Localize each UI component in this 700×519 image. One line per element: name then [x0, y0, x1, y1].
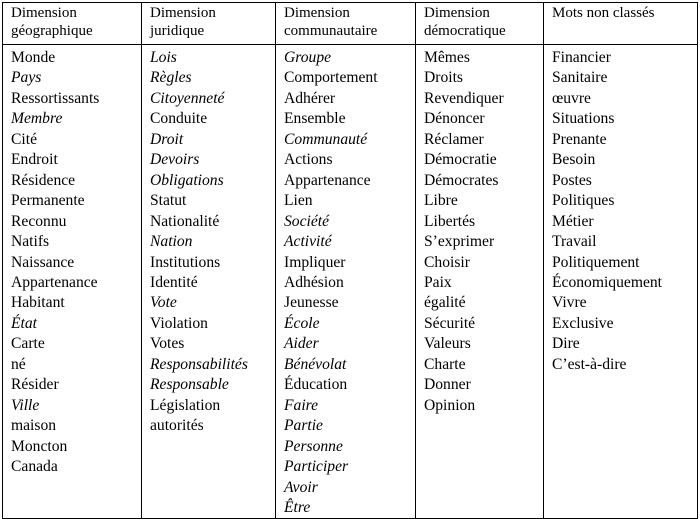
word-item: Appartenance: [11, 273, 98, 291]
word-item: Réclamer: [424, 130, 484, 148]
header-line: communautaire: [284, 23, 378, 39]
word-item: Lien: [284, 192, 313, 210]
word-item: Charte: [424, 355, 466, 373]
column-juridique: [142, 45, 276, 519]
word-item: Métier: [552, 212, 594, 230]
word-item: Financier: [552, 49, 611, 66]
header-row: [3, 3, 698, 45]
word-item: autorités: [150, 417, 204, 435]
word-item: Responsabilités: [150, 355, 248, 373]
word-item: Obligations: [150, 171, 224, 189]
word-item: Donner: [424, 376, 471, 394]
header-line: géographique: [11, 23, 93, 39]
word-item: Ville: [11, 396, 40, 414]
header-line: Dimension: [424, 5, 490, 21]
word-item: Opinion: [424, 396, 476, 414]
word-item: Comportement: [284, 69, 378, 87]
word-item: Sanitaire: [552, 69, 608, 87]
word-item: Activité: [284, 233, 332, 251]
word-item: Actions: [284, 151, 333, 169]
word-item: Votes: [150, 335, 185, 353]
header-line: Dimension: [11, 5, 77, 21]
word-item: Faire: [284, 396, 319, 414]
word-item: Démocrates: [424, 171, 499, 189]
word-item: Droits: [424, 69, 463, 87]
word-item: Violation: [150, 314, 208, 332]
word-item: né: [11, 355, 26, 373]
word-item: Dire: [552, 335, 580, 353]
word-item: S’exprimer: [424, 233, 495, 251]
word-item: Droit: [150, 130, 184, 148]
word-item: Statut: [150, 192, 187, 210]
word-item: Partie: [284, 417, 323, 435]
word-item: Exclusive: [552, 314, 614, 332]
column-non-classes: [544, 45, 698, 519]
word-item: égalité: [424, 294, 466, 312]
word-item: Démocratie: [424, 151, 497, 169]
word-item: Citoyenneté: [150, 89, 225, 107]
word-item: Adhésion: [284, 273, 344, 291]
word-item: Paix: [424, 273, 452, 291]
word-item: Adhérer: [284, 89, 336, 107]
word-item: Politiquement: [552, 253, 640, 271]
word-item: Résider: [11, 376, 59, 394]
word-item: Aider: [284, 335, 319, 353]
word-item: Devoirs: [150, 151, 200, 169]
word-item: Conduite: [150, 110, 208, 128]
column-communautaire: [276, 45, 416, 519]
word-item: Carte: [11, 335, 45, 353]
word-item: Communauté: [284, 130, 368, 148]
word-item: Résidence: [11, 171, 76, 189]
header-communautaire: [276, 3, 416, 45]
word-item: Personne: [284, 437, 343, 455]
word-item: Valeurs: [424, 335, 471, 353]
header-geographique: [3, 3, 142, 45]
word-item: Libre: [424, 192, 458, 210]
column-geographique: [3, 45, 142, 519]
word-item: Reconnu: [11, 212, 67, 230]
word-item: Politiques: [552, 192, 615, 210]
word-item: Pays: [11, 69, 42, 87]
word-item: Participer: [284, 458, 349, 476]
header-non-classes: [544, 3, 698, 45]
word-item: œuvre: [552, 89, 591, 107]
header-line: Mots non classés: [552, 5, 655, 21]
word-item: maison: [11, 417, 57, 435]
header-juridique: [142, 3, 276, 45]
header-line: Dimension: [284, 5, 350, 21]
word-item: Travail: [552, 233, 597, 251]
word-item: Impliquer: [284, 253, 346, 271]
word-item: Responsable: [150, 376, 229, 394]
word-item: État: [11, 314, 37, 332]
word-item: Cité: [11, 130, 37, 148]
word-item: Besoin: [552, 151, 596, 169]
word-item: Règles: [150, 69, 192, 87]
word-item: Permanente: [11, 192, 85, 210]
word-item: Monde: [11, 49, 56, 66]
word-item: Nationalité: [150, 212, 220, 230]
word-item: Nation: [150, 233, 193, 251]
word-item: Ressortissants: [11, 89, 100, 107]
header-line: Dimension: [150, 5, 216, 21]
word-item: Vivre: [552, 294, 587, 312]
header-line: démocratique: [424, 23, 506, 39]
word-item: Naissance: [11, 253, 75, 271]
header-democratique: [416, 3, 544, 45]
word-item: Lois: [150, 49, 177, 66]
word-item: Prenante: [552, 130, 607, 148]
word-item: Mêmes: [424, 49, 470, 66]
word-item: Moncton: [11, 437, 68, 455]
word-item: Habitant: [11, 294, 65, 312]
word-item: Jeunesse: [284, 294, 339, 312]
word-item: Choisir: [424, 253, 470, 271]
word-item: Dénoncer: [424, 110, 485, 128]
word-item: Endroit: [11, 151, 58, 169]
word-item: Ensemble: [284, 110, 346, 128]
word-item: Natifs: [11, 233, 50, 251]
column-democratique: [416, 45, 544, 519]
word-item: Être: [284, 498, 311, 516]
word-item: Identité: [150, 273, 198, 291]
word-item: Appartenance: [284, 171, 371, 189]
word-item: Éducation: [284, 376, 348, 394]
word-item: Sécurité: [424, 314, 476, 332]
word-item: Libertés: [424, 212, 476, 230]
word-item: Postes: [552, 171, 592, 189]
word-item: C’est-à-dire: [552, 355, 627, 373]
word-item: Vote: [150, 294, 177, 312]
word-item: Institutions: [150, 253, 221, 271]
word-item: Membre: [11, 110, 63, 128]
word-row: [3, 45, 698, 519]
word-item: Législation: [150, 396, 221, 414]
word-item: Bénévolat: [284, 355, 347, 373]
word-item: Économiquement: [552, 273, 662, 291]
word-item: Canada: [11, 458, 58, 476]
word-item: École: [284, 314, 320, 332]
word-item: Revendiquer: [424, 89, 504, 107]
word-item: Avoir: [284, 478, 318, 496]
word-table: [2, 2, 698, 519]
word-item: Société: [284, 212, 330, 230]
word-item: Situations: [552, 110, 615, 128]
header-line: juridique: [150, 23, 205, 39]
word-item: Groupe: [284, 49, 332, 66]
